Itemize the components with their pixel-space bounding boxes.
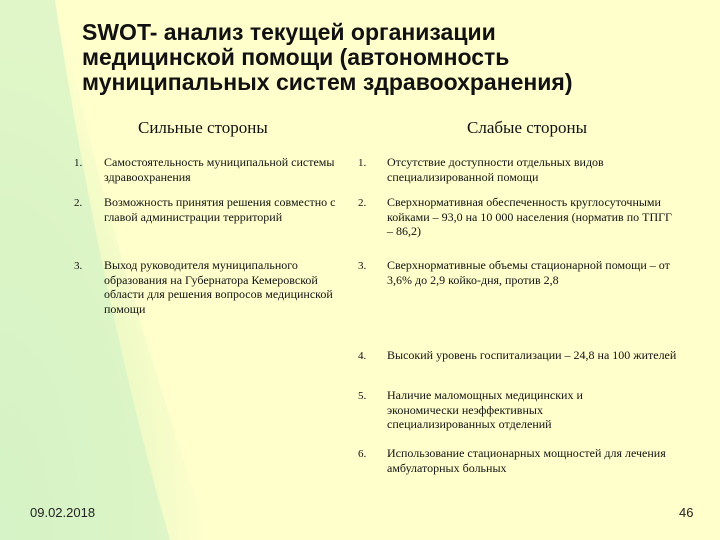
weakness-number: 4. bbox=[358, 350, 367, 362]
weakness-item: Отсутствие доступности отдельных видов специализированной помощи bbox=[387, 155, 604, 184]
page-number: 46 bbox=[679, 505, 694, 520]
weakness-number: 6. bbox=[358, 448, 367, 460]
weakness-item: Сверхнормативные объемы стационарной помощи – от 3,6% до 2,9 койко-дня, против 2,8 bbox=[387, 258, 670, 287]
weakness-number: 1. bbox=[358, 157, 367, 169]
strength-item: Самостоятельность муниципальной системы здравоохранения bbox=[104, 155, 335, 184]
title-line: SWOT- анализ текущей организации bbox=[82, 19, 496, 45]
weakness-number: 5. bbox=[358, 390, 367, 402]
strength-number: 3. bbox=[74, 260, 83, 272]
weakness-item: Высокий уровень госпитализации – 24,8 на 100 жителей bbox=[387, 348, 677, 362]
weakness-item: Наличие маломощных медицинских и экономически неэффективных специализированных отделений bbox=[387, 388, 583, 431]
strength-item: Возможность принятия решения совместно с главой администрации территорий bbox=[104, 195, 336, 224]
title-line: муниципальных систем здравоохранения) bbox=[82, 69, 573, 95]
strength-number: 1. bbox=[74, 157, 83, 169]
weakness-number: 3. bbox=[358, 260, 367, 272]
weaknesses-heading: Слабые стороны bbox=[467, 118, 588, 137]
weakness-item: Сверхнормативная обеспеченность круглосуточными койками – 93,0 на 10 000 населения (норматив по ТПГГ – 86,2) bbox=[387, 195, 672, 238]
slide-date: 09.02.2018 bbox=[30, 505, 96, 520]
title-line: медицинской помощи (автономность bbox=[82, 44, 510, 70]
strength-item: Выход руководителя муниципального образования на Губернатора Кемеровской области для решения вопросов медицинской помощи bbox=[104, 258, 333, 316]
strength-number: 2. bbox=[74, 197, 83, 209]
strengths-heading: Сильные стороны bbox=[138, 118, 268, 137]
slide-title bbox=[82, 20, 712, 95]
weakness-number: 2. bbox=[358, 197, 367, 209]
weakness-item: Использование стационарных мощностей для лечения амбулаторных больных bbox=[387, 446, 666, 475]
